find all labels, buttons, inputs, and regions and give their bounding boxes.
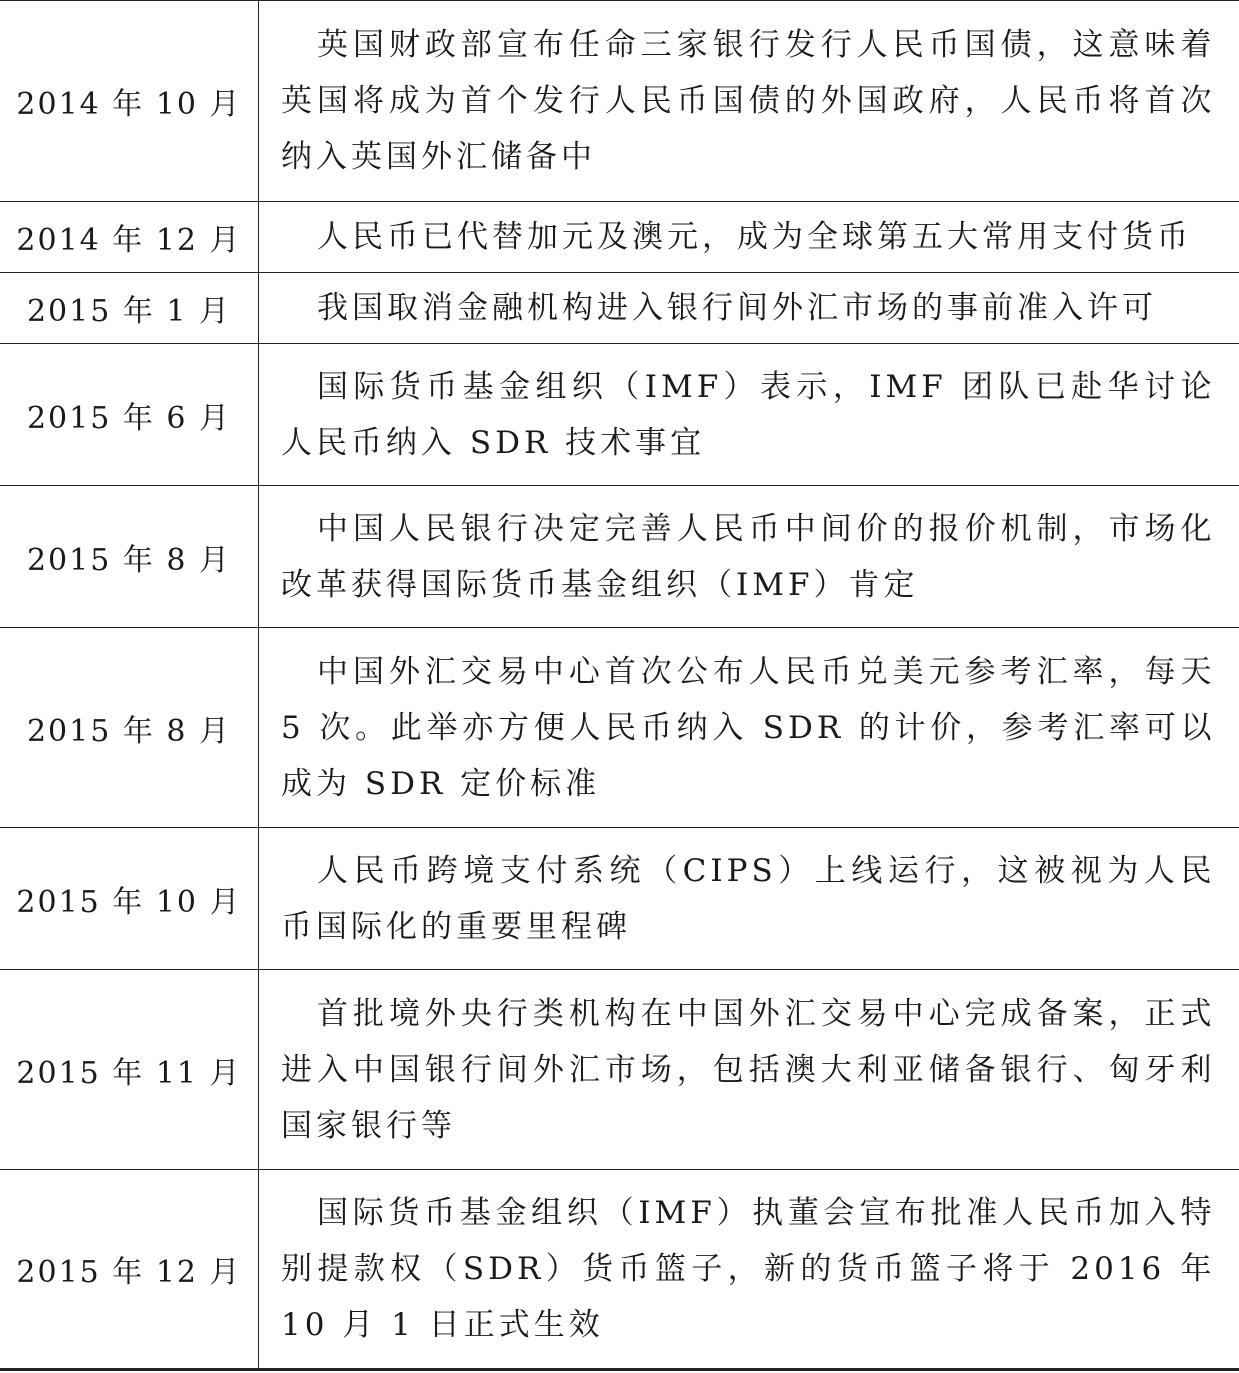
row-date: 2015 年 1 月: [0, 273, 259, 344]
row-description: 国际货币基金组织（IMF）执董会宣布批准人民币加入特别提款权（SDR）货币篮子，新的货币篮子将于 2016 年 10 月 1 日正式生效: [259, 1170, 1239, 1370]
row-date: 2014 年 12 月: [0, 202, 259, 273]
row-date: 2015 年 11 月: [0, 970, 259, 1170]
row-date: 2015 年 8 月: [0, 628, 259, 828]
row-description: 中国外汇交易中心首次公布人民币兑美元参考汇率，每天 5 次。此举亦方便人民币纳入 SDR 的计价，参考汇率可以成为 SDR 定价标准: [259, 628, 1239, 828]
row-date: 2015 年 6 月: [0, 344, 259, 486]
table-row: [0, 1, 1239, 202]
row-description: 我国取消金融机构进入银行间外汇市场的事前准入许可: [259, 273, 1239, 344]
table-row: [0, 202, 1239, 273]
row-date: 2015 年 10 月: [0, 828, 259, 970]
table-row: [0, 486, 1239, 628]
table-row: [0, 628, 1239, 828]
row-description: 人民币跨境支付系统（CIPS）上线运行，这被视为人民币国际化的重要里程碑: [259, 828, 1239, 970]
table-row: [0, 970, 1239, 1170]
row-date: 2015 年 12 月: [0, 1170, 259, 1370]
row-date: 2014 年 10 月: [0, 1, 259, 202]
row-description: 人民币已代替加元及澳元，成为全球第五大常用支付货币: [259, 202, 1239, 273]
row-description: 国际货币基金组织（IMF）表示，IMF 团队已赴华讨论人民币纳入 SDR 技术事宜: [259, 344, 1239, 486]
row-description: 中国人民银行决定完善人民币中间价的报价机制，市场化改革获得国际货币基金组织（IMF）肯定: [259, 486, 1239, 628]
row-date: 2015 年 8 月: [0, 486, 259, 628]
table-row: [0, 273, 1239, 344]
table-row: [0, 344, 1239, 486]
table-row: [0, 828, 1239, 970]
table-row: [0, 1170, 1239, 1370]
row-description: 首批境外央行类机构在中国外汇交易中心完成备案，正式进入中国银行间外汇市场，包括澳大利亚储备银行、匈牙利国家银行等: [259, 970, 1239, 1170]
row-description: 英国财政部宣布任命三家银行发行人民币国债，这意味着英国将成为首个发行人民币国债的外国政府，人民币将首次纳入英国外汇储备中: [259, 1, 1239, 202]
